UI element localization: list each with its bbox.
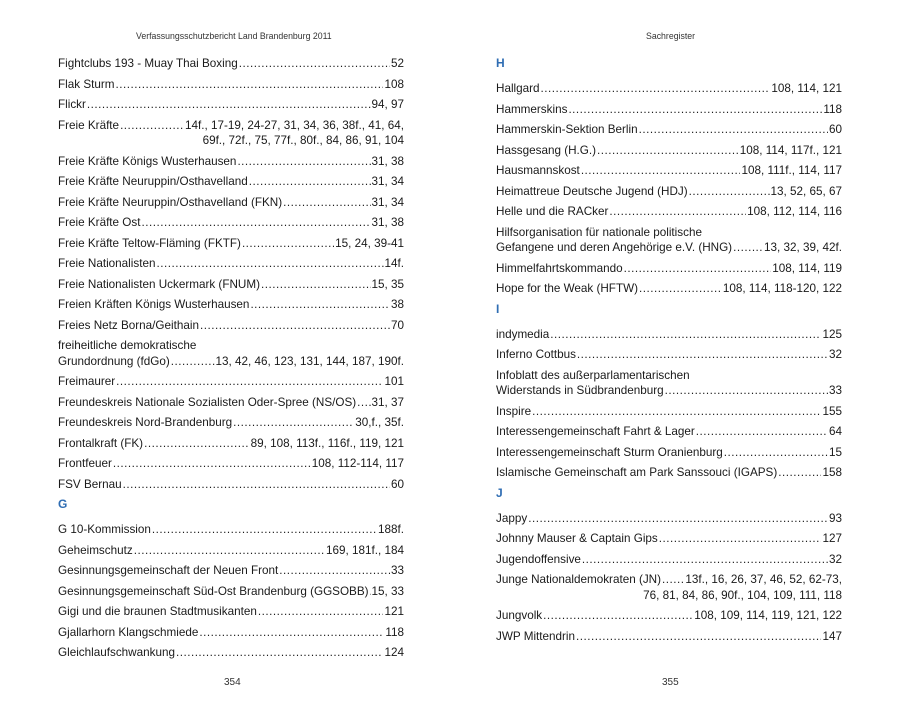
dot-leader — [144, 436, 250, 452]
index-entry — [58, 318, 404, 334]
index-entries-right — [496, 56, 842, 649]
index-entry-pages: 108, 109, 114, 119, 121, 122 — [694, 609, 842, 622]
index-entry-pages: 124 — [384, 646, 404, 659]
index-entry-pages: 118 — [385, 625, 404, 639]
index-entry — [58, 625, 404, 641]
index-entry — [58, 118, 404, 149]
index-entry-term: Freundeskreis Nord-Brandenburg — [58, 416, 233, 429]
index-entry-pages: 14f. — [384, 257, 404, 270]
index-entry-term-prefix: freiheitliche demokratische — [58, 339, 197, 352]
dot-leader — [142, 215, 371, 231]
index-entry — [58, 395, 404, 411]
page-number-right: 355 — [662, 677, 679, 688]
index-entry — [496, 445, 842, 461]
index-entry-term: Hassgesang (H.G.) — [496, 143, 597, 157]
index-entry-pages: 31, 38 — [371, 216, 404, 229]
index-entry-pages: 60 — [828, 123, 842, 136]
dot-leader — [639, 122, 828, 138]
index-entry — [496, 281, 842, 297]
index-entry-pages: 101 — [384, 375, 404, 388]
index-entry-pages: 108, 114, 118-120, 122 — [722, 282, 842, 295]
dot-leader — [239, 56, 390, 72]
index-entry-term: Inspire — [496, 404, 532, 418]
index-entry-term: Flickr — [58, 98, 86, 111]
index-entry — [58, 77, 404, 93]
index-entry-pages: 31, 38 — [371, 154, 404, 168]
index-entry — [496, 327, 842, 343]
index-entry-term: Frontfeuer — [58, 457, 112, 470]
index-entry-pages: 13, 42, 46, 123, 131, 144, 187, 190f. — [215, 354, 404, 368]
index-entry — [58, 215, 404, 231]
index-entry — [58, 584, 404, 600]
index-entry-term: Hausmannskost — [496, 164, 580, 177]
index-entry-pages: 30,f., 35f. — [355, 416, 404, 429]
index-entry-term: Inferno Cottbus — [496, 348, 576, 361]
index-entry-pages: 13f., 16, 26, 37, 46, 52, 62-73, — [685, 573, 842, 586]
index-entry-pages: 127 — [822, 532, 842, 545]
index-entry-pages: 60 — [390, 477, 404, 491]
index-entry-pages: 155 — [822, 404, 842, 418]
index-entry-term: Freie Kräfte — [58, 118, 120, 132]
index-entry — [58, 297, 404, 313]
dot-leader — [152, 522, 377, 538]
index-entry-pages: 94, 97 — [371, 98, 404, 111]
index-entry-pages: 15, 33 — [371, 584, 404, 598]
index-entry-term: Gjallarhorn Klangschmiede — [58, 625, 199, 639]
index-entry — [58, 645, 404, 661]
dot-leader — [171, 354, 215, 370]
index-entry-pages: 32 — [828, 348, 842, 361]
index-entry-term: Hallgard — [496, 82, 540, 95]
dot-leader — [156, 256, 383, 272]
dot-leader — [200, 318, 390, 334]
dot-leader — [249, 174, 371, 190]
dot-leader — [283, 195, 370, 211]
dot-leader — [116, 77, 384, 93]
index-entry-term: Gesinnungsgemeinschaft der Neuen Front — [58, 564, 279, 577]
index-entry-term: Freie Nationalisten Uckermark (FNUM) — [58, 277, 260, 291]
index-entry-term: Frontalkraft (FK) — [58, 436, 144, 450]
index-entry — [496, 204, 842, 220]
index-entry-pages: 93 — [828, 511, 842, 525]
index-entry-term: Jugendoffensive — [496, 552, 581, 566]
dot-leader — [576, 629, 821, 645]
index-entry-pages: 188f. — [378, 523, 404, 536]
index-entry — [58, 477, 404, 493]
dot-leader — [778, 465, 821, 481]
index-entry — [58, 56, 404, 72]
index-entry-term: Freien Kräften Königs Wusterhausen — [58, 298, 250, 311]
index-entry — [58, 174, 404, 190]
dot-leader — [261, 277, 371, 293]
index-entry-term: Grundordnung (fdGo) — [58, 354, 170, 368]
index-entry-term: Widerstands in Südbrandenburg — [496, 384, 664, 397]
index-entry-pages: 64 — [828, 425, 842, 438]
index-entry-pages: 147 — [822, 629, 842, 643]
index-entry-term: G 10-Kommission — [58, 523, 151, 536]
dot-leader — [689, 184, 770, 200]
index-entry-pages: 33 — [390, 564, 404, 577]
index-entry-term: Heimattreue Deutsche Jugend (HDJ) — [496, 184, 688, 198]
index-entry-pages: 125 — [822, 327, 842, 341]
index-entry — [58, 374, 404, 390]
index-entry-term: Freie Kräfte Teltow-Fläming (FKTF) — [58, 236, 241, 250]
index-entry — [496, 163, 842, 179]
index-entry — [58, 604, 404, 620]
index-entry — [496, 261, 842, 277]
index-entry-pages: 158 — [822, 466, 842, 479]
dot-leader — [242, 236, 334, 252]
index-entry — [496, 225, 842, 256]
index-entry — [58, 456, 404, 472]
dot-leader — [116, 374, 383, 390]
section-letter-i: I — [496, 301, 500, 316]
index-entry — [496, 552, 842, 568]
index-entry — [58, 256, 404, 272]
dot-leader — [279, 563, 390, 579]
dot-leader — [528, 511, 828, 527]
index-entry-term: Freie Kräfte Neuruppin/Osthavelland — [58, 175, 248, 188]
dot-leader — [582, 552, 828, 568]
dot-leader — [357, 395, 370, 411]
index-entry-pages: 108, 114, 119 — [772, 261, 842, 275]
index-entry-term: Freie Nationalisten — [58, 257, 156, 270]
index-entry — [58, 154, 404, 170]
dot-leader — [543, 608, 693, 624]
index-entry-pages: 108 — [384, 77, 404, 91]
index-entry — [496, 347, 842, 363]
dot-leader — [123, 477, 390, 493]
index-entry-term: Johnny Mauser & Captain Gips — [496, 532, 658, 545]
index-entry-term: Jungvolk — [496, 609, 543, 622]
dot-leader — [541, 81, 771, 97]
index-entry-pages: 169, 181f., 184 — [326, 543, 404, 557]
dot-leader — [724, 445, 828, 461]
index-entry-term: Gefangene und deren Angehörige e.V. (HNG) — [496, 241, 733, 254]
dot-leader — [659, 531, 822, 547]
index-entry-pages: 14f., 17-19, 24-27, 31, 34, 36, 38f., 41, 64, — [185, 118, 404, 132]
dot-leader — [639, 281, 722, 297]
dot-leader — [233, 415, 354, 431]
index-entry-term: Freie Kräfte Ost — [58, 216, 141, 229]
index-entry — [58, 195, 404, 211]
index-entry-term: Helle und die RACker — [496, 205, 609, 218]
dot-leader — [87, 97, 371, 113]
index-entry — [496, 531, 842, 547]
section-letter-j: J — [496, 485, 503, 500]
index-entry-pages: 32 — [828, 552, 842, 566]
dot-leader — [624, 261, 772, 277]
index-entry-pages: 38 — [390, 298, 404, 311]
index-entry — [496, 368, 842, 399]
index-entry-pages: 108, 112-114, 117 — [311, 457, 404, 470]
index-entry — [58, 522, 404, 538]
index-entry-term: Junge Nationaldemokraten (JN) — [496, 573, 662, 586]
index-entry-pages: 15 — [828, 445, 842, 459]
dot-leader — [134, 543, 325, 559]
index-entry — [496, 608, 842, 624]
dot-leader — [550, 327, 821, 343]
index-entry-term-prefix: Hilfsorganisation für nationale politische — [496, 225, 702, 239]
dot-leader — [258, 604, 384, 620]
page-number-left: 354 — [224, 677, 241, 688]
index-entry — [496, 184, 842, 200]
index-entry-term: Interessengemeinschaft Fahrt & Lager — [496, 425, 695, 438]
section-letter-h: H — [496, 56, 505, 70]
dot-leader — [568, 102, 822, 118]
index-entry — [58, 436, 404, 452]
index-entry-term: Flak Sturm — [58, 77, 115, 91]
index-entry-term: Himmelfahrtskommando — [496, 261, 623, 275]
index-entry-pages: 108, 114, 117f., 121 — [739, 143, 842, 157]
index-entry-term: Islamische Gemeinschaft am Park Sanssouci (IGAPS) — [496, 466, 778, 479]
index-entry-pages: 33 — [828, 384, 842, 397]
index-entry-term: Freie Kräfte Königs Wusterhausen — [58, 154, 237, 168]
dot-leader — [176, 645, 384, 661]
index-entry-term: JWP Mittendrin — [496, 629, 576, 643]
index-entry — [496, 424, 842, 440]
dot-leader — [577, 347, 828, 363]
index-entry — [496, 629, 842, 645]
index-entry — [496, 81, 842, 97]
dot-leader — [532, 404, 821, 420]
dot-leader — [696, 424, 828, 440]
index-entry-term: Gesinnungsgemeinschaft Süd-Ost Brandenburg (GGSOBB) — [58, 584, 369, 598]
index-entry-pages: 15, 35 — [371, 277, 404, 291]
index-entry-pages-continued: 69f., 72f., 75, 77f., 80f., 84, 86, 91, 104 — [202, 134, 404, 147]
index-entry — [58, 563, 404, 579]
right-page — [450, 0, 900, 717]
running-header-left: Verfassungsschutzbericht Land Brandenburg 2011 — [136, 31, 332, 42]
dot-leader — [662, 572, 684, 588]
index-entry-term-prefix: Infoblatt des außerparlamentarischen — [496, 368, 690, 382]
index-entry-pages: 108, 111f., 114, 117 — [741, 164, 842, 177]
index-entry — [496, 572, 842, 603]
index-entry-term: Freies Netz Borna/Geithain — [58, 318, 199, 332]
index-entry-term: Fightclubs 193 - Muay Thai Boxing — [58, 57, 238, 70]
dot-leader — [250, 297, 390, 313]
index-entry — [496, 143, 842, 159]
index-entry — [58, 415, 404, 431]
dot-leader — [120, 118, 184, 134]
index-entry — [496, 122, 842, 138]
index-entry — [58, 338, 404, 369]
running-header-right: Sachregister — [646, 31, 696, 42]
index-entry-term: Jappy — [496, 511, 528, 525]
index-entry-pages: 15, 24, 39-41 — [335, 236, 404, 250]
index-entries-left — [58, 56, 404, 666]
index-entry — [496, 465, 842, 481]
index-entry-term: Hope for the Weak (HFTW) — [496, 282, 639, 295]
index-entry-term: Hammerskin-Sektion Berlin — [496, 123, 638, 136]
dot-leader — [237, 154, 370, 170]
index-entry-pages: 89, 108, 113f., 116f., 119, 121 — [250, 436, 404, 450]
dot-leader — [113, 456, 311, 472]
index-entry — [496, 102, 842, 118]
index-entry — [496, 404, 842, 420]
index-entry-term: Interessengemeinschaft Sturm Oranienburg — [496, 445, 723, 459]
index-entry-pages: 31, 34 — [371, 195, 404, 209]
index-entry — [496, 511, 842, 527]
dot-leader — [199, 625, 384, 641]
index-entry-pages: 70 — [390, 318, 404, 332]
index-entry-pages: 13, 32, 39, 42f. — [764, 241, 842, 254]
index-entry — [58, 97, 404, 113]
index-entry-pages: 52 — [390, 57, 404, 70]
index-entry — [58, 277, 404, 293]
index-entry-term: Geheimschutz — [58, 543, 133, 557]
index-entry-pages: 118 — [823, 102, 842, 116]
index-entry-term: Hammerskins — [496, 102, 568, 116]
dot-leader — [597, 143, 739, 159]
index-entry-pages: 31, 34 — [371, 175, 404, 188]
index-entry-term: Freundeskreis Nationale Sozialisten Oder-Spree (NS/OS) — [58, 395, 357, 409]
index-entry-term: indymedia — [496, 327, 550, 341]
dot-leader — [581, 163, 741, 179]
section-letter-g: G — [58, 497, 68, 511]
index-entry-pages: 108, 114, 121 — [771, 82, 842, 95]
index-entry-pages: 13, 52, 65, 67 — [770, 184, 842, 198]
index-entry — [58, 543, 404, 559]
dot-leader — [665, 383, 828, 399]
index-entry-term: Gigi und die braunen Stadtmusikanten — [58, 605, 257, 618]
index-entry-term: Freimaurer — [58, 375, 116, 388]
dot-leader — [733, 240, 763, 256]
dot-leader — [370, 584, 371, 600]
index-entry-pages: 108, 112, 114, 116 — [747, 205, 842, 218]
dot-leader — [609, 204, 746, 220]
index-entry-term: Freie Kräfte Neuruppin/Osthavelland (FKN) — [58, 195, 283, 209]
index-entry-pages-continued: 76, 81, 84, 86, 90f., 104, 109, 111, 118 — [643, 588, 842, 602]
index-entry-term: FSV Bernau — [58, 477, 122, 491]
index-entry-term: Gleichlaufschwankung — [58, 646, 175, 659]
index-entry-pages: 121 — [384, 605, 404, 618]
index-entry — [58, 236, 404, 252]
index-entry-pages: 31, 37 — [371, 395, 404, 409]
